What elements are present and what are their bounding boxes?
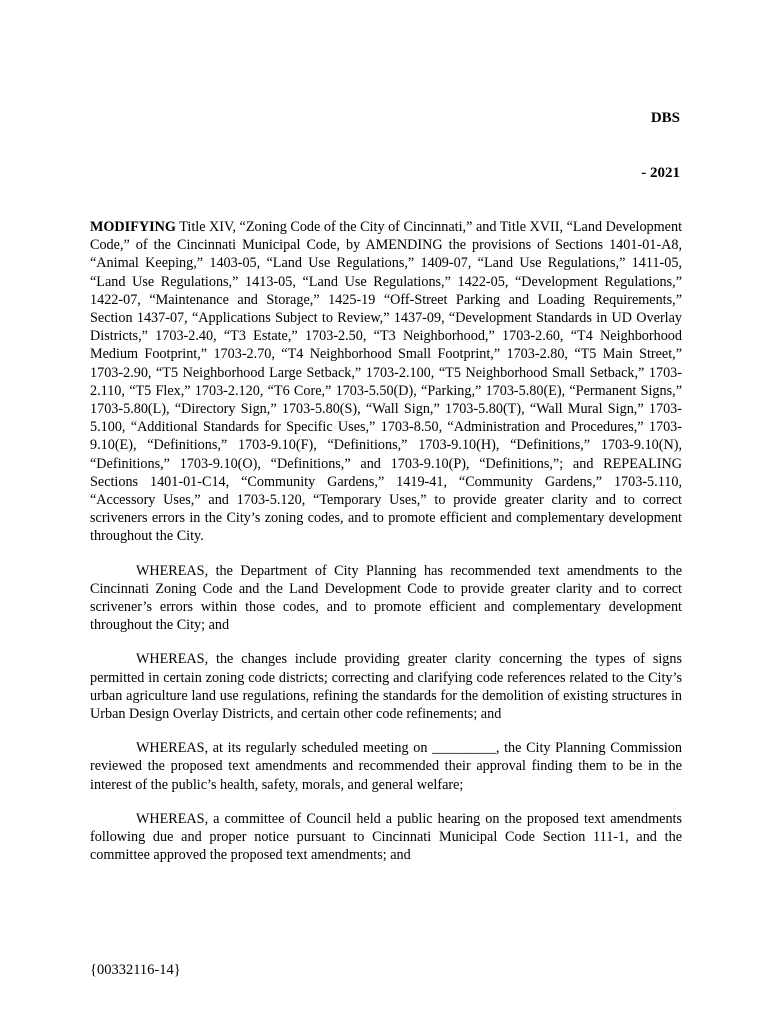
- department-code: DBS: [650, 110, 680, 126]
- title-paragraph: [90, 218, 682, 546]
- whereas-clause: WHEREAS, a committee of Council held a public hearing on the proposed text amendments following due and proper notice pursuant to Cincinnati Municipal Code Section 111-1, and the committee approved the proposed text amendments; and: [90, 810, 682, 864]
- title-lead-word: MODIFYING: [90, 219, 176, 235]
- ordinance-body: [90, 218, 682, 881]
- ordinance-year: - 2021: [641, 165, 680, 181]
- whereas-clause: WHEREAS, the changes include providing greater clarity concerning the types of signs permitted in certain zoning code districts; correcting and clarifying code references related to the City’s urban agriculture land use regulations, refining the standards for the demolition of existing structures in Urban Design Overlay Districts, and certain other code refinements; and: [90, 651, 682, 723]
- whereas-clause: WHEREAS, at its regularly scheduled meeting on _________, the City Planning Commission reviewed the proposed text amendments and recommended their approval finding them to be in the interest of the public’s health, safety, morals, and general welfare;: [90, 740, 682, 793]
- whereas-clause: WHEREAS, the Department of City Planning has recommended text amendments to the Cincinnati Zoning Code and the Land Development Code to provide greater clarity and to correct scrivener’s errors within those codes, and to promote efficient and complementary development throughout the City; and: [90, 562, 682, 634]
- title-text: Title XIV, “Zoning Code of the City of Cincinnati,” and Title XVII, “Land Development Code,” of the Cincinnati Municipal Code, by AMENDING the provisions of Sections 1401-01-A8, “Animal Keeping,” 1403-05, “Land Use Regulations,” 1409-07, “Land Use Regulations,” 1411-05, “Land Use Regulations,” 1413-05, “Land Use Regulations,” 1422-05, “Development Regulations,” 1422-07, “Maintenance and Storage,” 1425-19 “Off-Street Parking and Loading Requirements,” Section 1437-07, “Applications Subject to Review,” 1437-09, “Development Standards in UD Overlay Districts,” 1703-2.40, “T3 Estate,” 1703-2.50, “T3 Neighborhood,” 1703-2.60, “T4 Neighborhood Medium Footprint,” 1703-2.70, “T4 Neighborhood Small Footprint,” 1703-2.80, “T5 Main Street,” 1703-2.90, “T5 Neighborhood Large Setback,” 1703-2.100, “T5 Neighborhood Small Setback,” 1703-2.110, “T5 Flex,” 1703-2.120, “T6 Core,” 1703-5.50(D), “Parking,” 1703-5.80(E), “Permanent Signs,” 1703-5.80(L), “Directory Sign,” 1703-5.80(S), “Wall Sign,” 1703-5.80(T), “Wall Mural Sign,” 1703-5.100, “Additional Standards for Specific Uses,” 1703-8.50, “Administration and Procedures,” 1703-9.10(E), “Definitions,” 1703-9.10(F), “Definitions,” 1703-9.10(H), “Definitions,” 1703-9.10(N), “Definitions,” 1703-9.10(O), “Definitions,” and 1703-9.10(P), “Definitions,”; and REPEALING Sections 1401-01-C14, “Community Gardens,” 1419-41, “Community Gardens,” 1703-5.110, “Accessory Uses,” and 1703-5.120, “Temporary Uses,” to provide greater clarity and to correct scriveners errors in the City’s zoning codes, and to promote efficient and complementary development throughout the City.: [90, 219, 683, 545]
- document-id: {00332116-14}: [90, 962, 181, 978]
